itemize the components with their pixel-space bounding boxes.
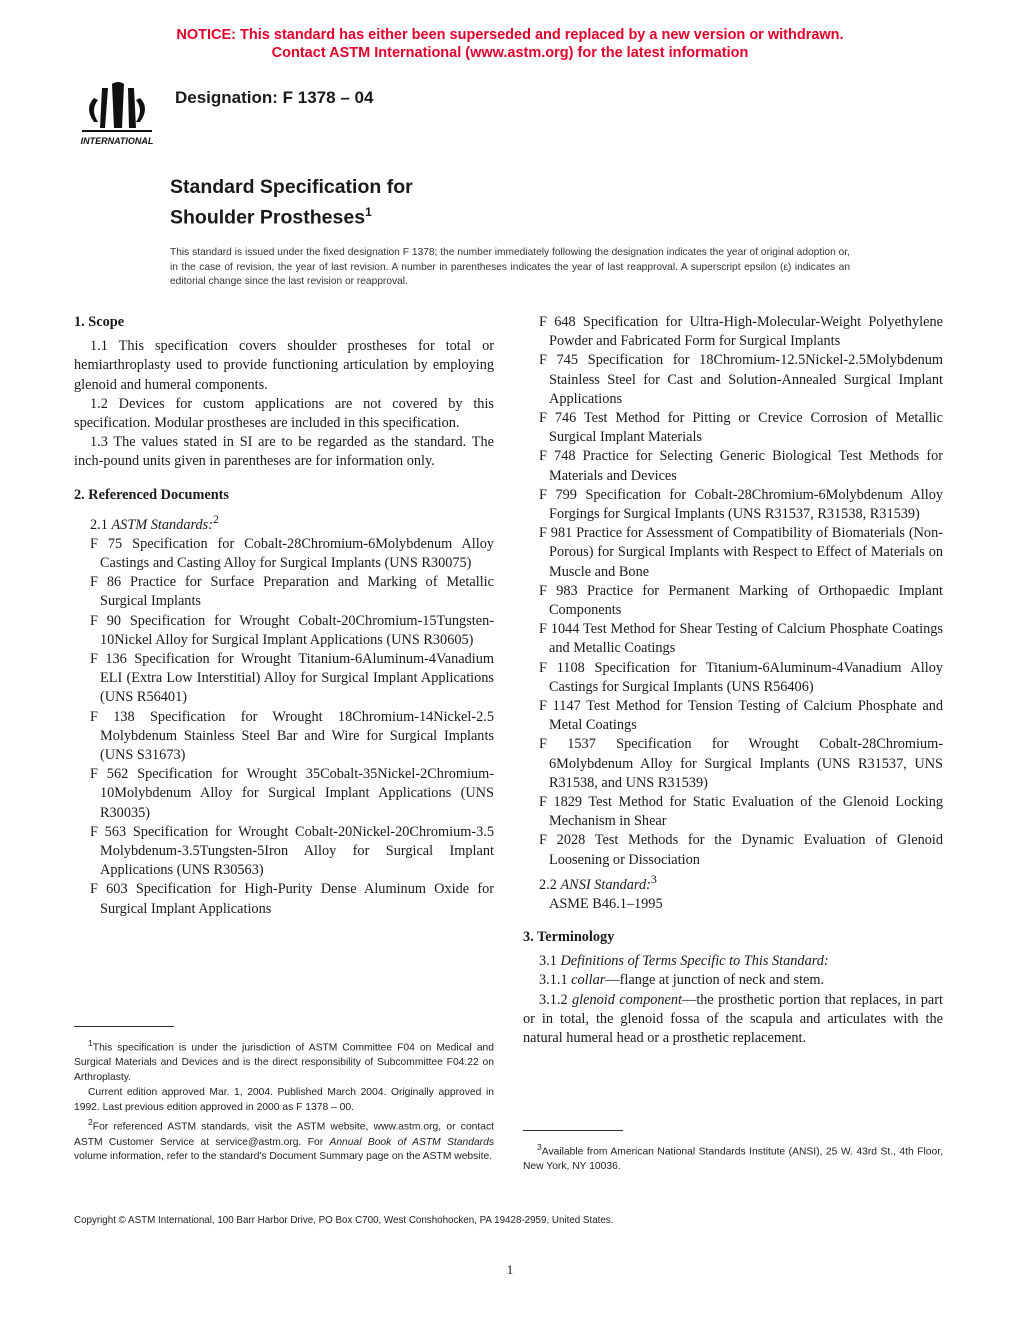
ref-item: F 136 Specification for Wrought Titanium-6Aluminum-4Vanadium ELI (Extra Low Interstitial) Alloy for Surgical Implant Applications (UNS R56401) xyxy=(90,651,494,706)
ref-item: F 86 Practice for Surface Preparation and Marking of Metallic Surgical Implants xyxy=(90,574,494,610)
notice-line-1: NOTICE: This standard has either been superseded and replaced by a new version or withdrawn. xyxy=(176,27,844,43)
defs-num: 3.1 xyxy=(539,953,557,970)
scope-para-2: 1.2 Devices for custom applications are not covered by this specification. Modular prostheses are included in this specification. xyxy=(74,395,494,432)
ref-item: F 603 Specification for High-Purity Dense Aluminum Oxide for Surgical Implant Applications xyxy=(90,881,494,917)
fn2-pre: For referenced ASTM standards, visit the ASTM website, www.astm.org, or contact ASTM Customer Service at service@astm.org. For xyxy=(74,1121,494,1148)
footnote-rule-left xyxy=(74,1026,174,1027)
ref-item: F 138 Specification for Wrought 18Chromium-14Nickel-2.5 Molybdenum Stainless Steel Bar and Wire for Surgical Implants (UNS S31673) xyxy=(90,708,494,764)
notice-line-2: Contact ASTM International (www.astm.org) for the latest information xyxy=(271,45,749,61)
astm-standards-label xyxy=(74,510,494,535)
title-footnote-mark: 1 xyxy=(365,205,372,219)
footnote-1b: Current edition approved Mar. 1, 2004. Published March 2004. Originally approved in 1992. Last previous edition approved in 2000 as F 1378 – 00. xyxy=(74,1086,494,1113)
term-1-num: 3.1.1 xyxy=(539,972,568,989)
footnotes-left xyxy=(74,1036,494,1165)
fn3-text: Available from American National Standards Institute (ANSI), 25 W. 43rd St., 4th Floor, New York, NY 10036. xyxy=(523,1146,943,1173)
ref-item: F 2028 Test Methods for the Dynamic Evaluation of Glenoid Loosening or Dissociation xyxy=(539,832,943,868)
ref-item: F 981 Practice for Assessment of Compatibility of Biomaterials (Non-Porous) for Surgical Implants with Respect to Effect of Materials on Muscle and Bone xyxy=(539,525,943,580)
right-column xyxy=(523,313,943,1048)
ref-item: F 799 Specification for Cobalt-28Chromium-6Molybdenum Alloy Forgings for Surgical Implants (UNS R31537, R31538, R31539) xyxy=(539,486,943,523)
ref-item: F 75 Specification for Cobalt-28Chromium-6Molybdenum Alloy Castings and Casting Alloy for Surgical Implants (UNS R30075) xyxy=(90,535,494,571)
page-number: 1 xyxy=(506,1262,514,1277)
left-column xyxy=(74,313,494,919)
ref-item: F 748 Practice for Selecting Generic Biological Test Methods for Materials and Devices xyxy=(539,448,943,484)
scope-para-1: 1.1 This specification covers shoulder prostheses for total or hemiarthroplasty used to provide functioning articulation by employing glenoid and humeral components. xyxy=(74,338,494,393)
ref-item: F 745 Specification for 18Chromium-12.5Nickel-2.5Molybdenum Stainless Steel for Cast and Solution-Annealed Surgical Implant Applications xyxy=(539,352,943,407)
notice-banner xyxy=(0,26,1020,62)
fn2-sup: 2 xyxy=(88,1117,93,1128)
footnote-3 xyxy=(523,1140,943,1175)
term-1-term: collar xyxy=(571,972,606,989)
ref-item: F 648 Specification for Ultra-High-Molecular-Weight Polyethylene Powder and Fabricated Form for Surgical Implants xyxy=(539,314,943,350)
title-line-2: Shoulder Prostheses xyxy=(170,206,366,229)
ref-item: F 746 Test Method for Pitting or Crevice Corrosion of Metallic Surgical Implant Materials xyxy=(539,410,943,446)
ref-item: F 983 Practice for Permanent Marking of Orthopaedic Implant Components xyxy=(539,582,943,619)
logo-text: INTERNATIONAL xyxy=(80,136,154,146)
ansi-sup: 3 xyxy=(650,871,657,886)
ref-item: F 1147 Test Method for Tension Testing of Calcium Phosphate and Metal Coatings xyxy=(539,698,943,734)
defs-label: Definitions of Terms Specific to This Standard: xyxy=(560,953,829,970)
scope-heading: 1. Scope xyxy=(74,314,125,330)
term-2-num: 3.1.2 xyxy=(539,991,568,1008)
page-title xyxy=(170,175,413,231)
ansi-label: ANSI Standard: xyxy=(560,876,651,893)
ref-item: F 563 Specification for Wrought Cobalt-20Nickel-20Chromium-3.5 Molybdenum-3.5Tungsten-5Iron Alloy for Surgical Implant Applications (UNS R30563) xyxy=(90,823,494,879)
terminology-heading: 3. Terminology xyxy=(523,929,615,946)
astm-sup: 2 xyxy=(213,511,219,526)
fn1-sup: 1 xyxy=(88,1038,93,1048)
ansi-ref: ASME B46.1–1995 xyxy=(549,895,663,912)
fn2-italic: Annual Book of ASTM Standards xyxy=(329,1136,494,1148)
ref-item: F 1044 Test Method for Shear Testing of Calcium Phosphate Coatings and Metallic Coatings xyxy=(539,621,943,657)
term-2-def: —the prosthetic portion that replaces, in part or in total, the glenoid fossa of the scapula and articulates with the natural humeral head or a prosthetic replacement. xyxy=(523,991,943,1047)
scope-para-3: 1.3 The values stated in SI are to be regarded as the standard. The inch-pound units given in parentheses are for information only. xyxy=(74,434,494,470)
ref-item: F 1108 Specification for Titanium-6Aluminum-4Vanadium Alloy Castings for Surgical Implants (UNS R56406) xyxy=(539,659,943,695)
title-line-1: Standard Specification for xyxy=(170,176,413,198)
issued-note: This standard is issued under the fixed designation F 1378; the number immediately following the designation indicates the year of original adoption or, in the case of revision, the year of last revision. A number in parentheses indicates the year of last reapproval. A superscript epsilon (ε) indicates an editorial change since the last revision or reapproval. xyxy=(170,247,850,287)
ref-item: F 562 Specification for Wrought 35Cobalt-35Nickel-2Chromium-10Molybdenum Alloy for Surgical Implant Applications (UNS R30035) xyxy=(90,766,494,821)
refdocs-heading: 2. Referenced Documents xyxy=(74,486,229,503)
ref-item: F 1829 Test Method for Static Evaluation of the Glenoid Locking Mechanism in Shear xyxy=(539,794,943,830)
ansi-num: 2.2 xyxy=(539,876,557,893)
ansi-standard-label xyxy=(523,870,943,895)
astm-logo xyxy=(74,78,160,148)
footnote-1 xyxy=(74,1036,494,1086)
copyright: Copyright © ASTM International, 100 Barr Harbor Drive, PO Box C700, West Conshohocken, PA 19428-2959, United States. xyxy=(74,1215,614,1226)
footnotes-right xyxy=(523,1140,943,1175)
ref-item: F 90 Specification for Wrought Cobalt-20Chromium-15Tungsten-10Nickel Alloy for Surgical Implant Applications (UNS R30605) xyxy=(90,612,494,648)
fn1-text: This specification is under the jurisdiction of ASTM Committee F04 on Medical and Surgical Materials and Devices and is the direct responsibility of Subcommittee F04.22 on Arthroplasty. xyxy=(74,1042,494,1084)
astm-label: ASTM Standards: xyxy=(111,516,213,533)
term-collar xyxy=(523,971,943,990)
footnote-rule-right xyxy=(523,1130,623,1131)
term-glenoid xyxy=(523,991,943,1049)
astm-num: 2.1 xyxy=(90,516,108,533)
definitions-label xyxy=(523,952,943,971)
ref-item: F 1537 Specification for Wrought Cobalt-28Chromium-6Molybdenum Alloy for Surgical Implants (UNS R31537, UNS R31538, and UNS R31539) xyxy=(539,736,943,791)
designation: Designation: F 1378 – 04 xyxy=(175,88,374,107)
fn2-post: volume information, refer to the standard's Document Summary page on the ASTM website. xyxy=(74,1151,493,1163)
term-1-def: —flange at junction of neck and stem. xyxy=(605,972,825,989)
fn3-sup: 3 xyxy=(537,1142,542,1152)
term-2-term: glenoid component xyxy=(572,991,683,1008)
footnote-2 xyxy=(74,1115,494,1165)
